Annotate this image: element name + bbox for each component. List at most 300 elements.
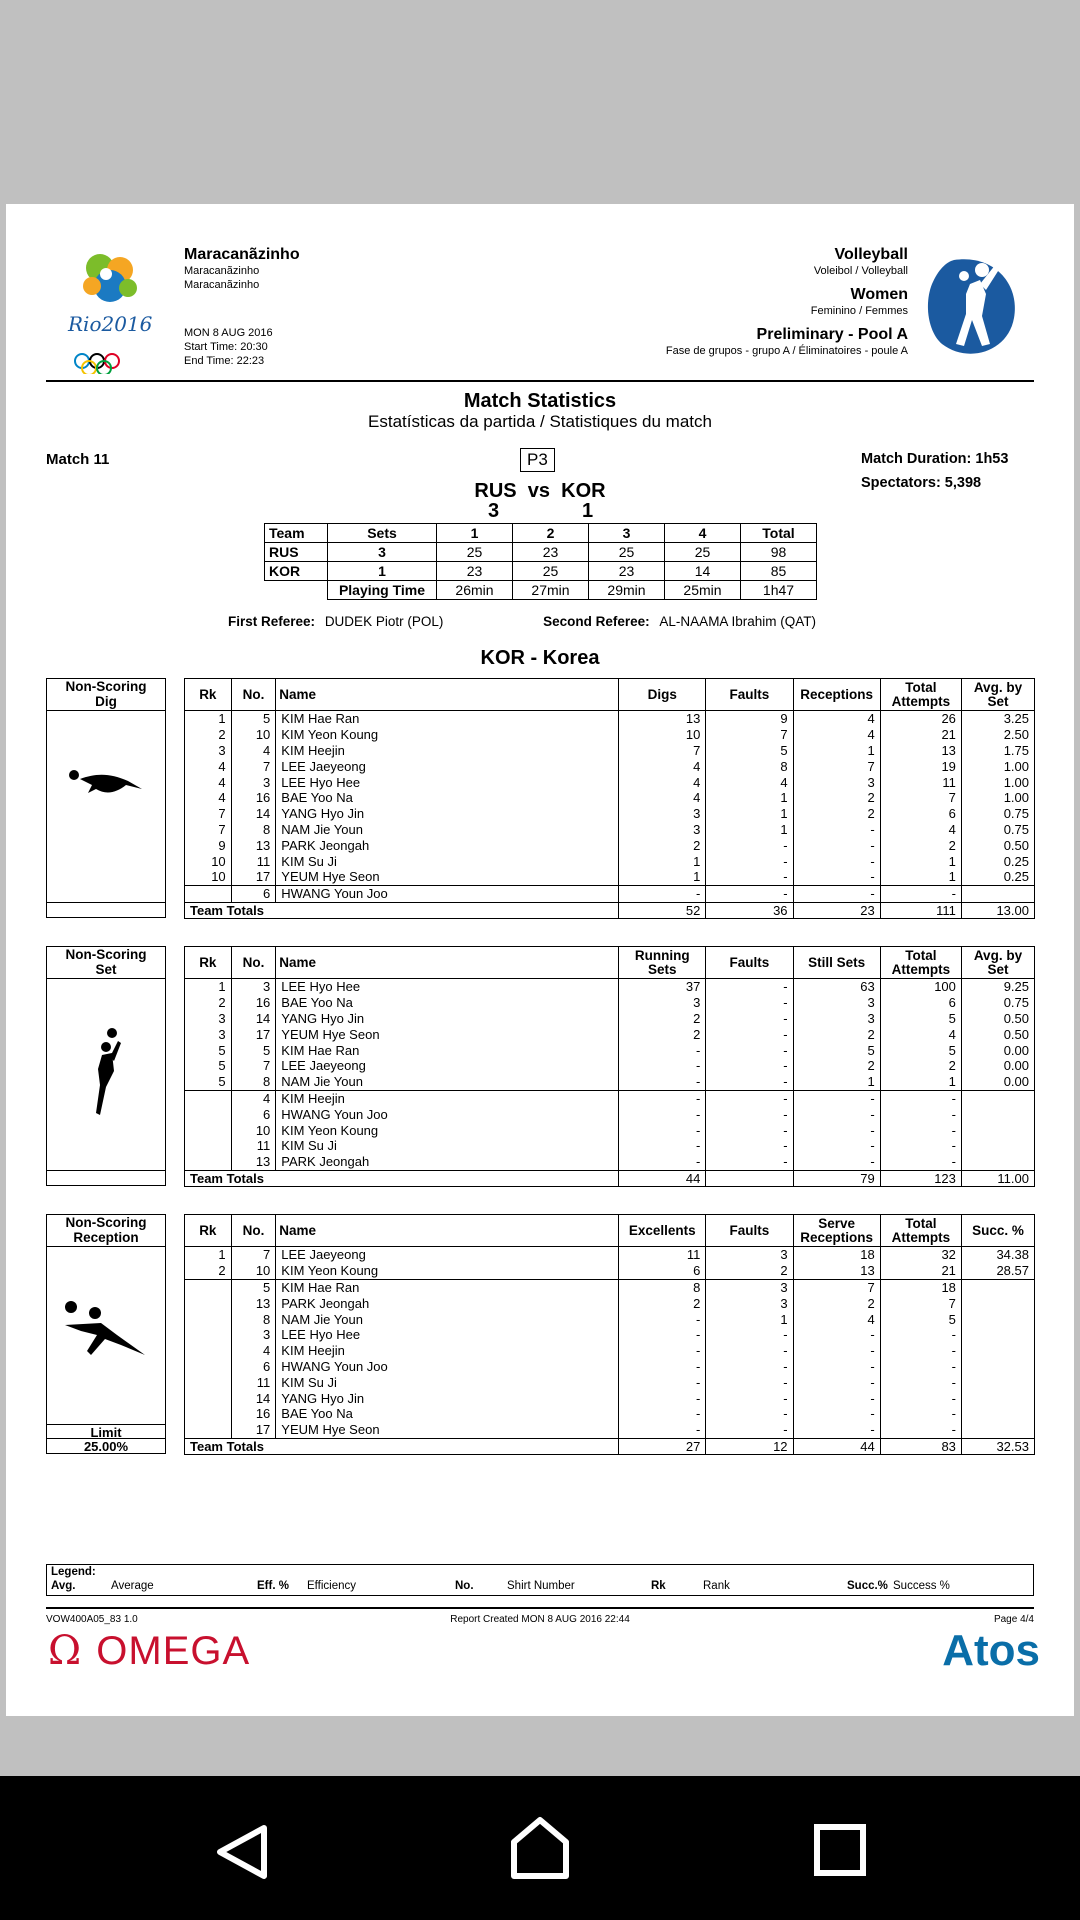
stat-cell: 8 bbox=[231, 1311, 276, 1327]
side-title-line1: Non-Scoring bbox=[65, 947, 147, 962]
stat-cell: 2 bbox=[793, 1295, 880, 1311]
omega-wordmark: OMEGA bbox=[96, 1629, 251, 1673]
stat-cell: - bbox=[880, 1154, 961, 1170]
team-total-cell: 79 bbox=[793, 1170, 880, 1187]
omega-logo bbox=[48, 1628, 250, 1674]
stat-cell: 5 bbox=[231, 1042, 276, 1058]
stat-cell: 7 bbox=[880, 1295, 961, 1311]
legend-value: Efficiency bbox=[307, 1580, 357, 1592]
stat-cell: 10 bbox=[231, 1122, 276, 1138]
stat-cell: YANG Hyo Jin bbox=[276, 806, 619, 822]
stat-cell: - bbox=[880, 1343, 961, 1359]
stat-cell: 3 bbox=[185, 1026, 232, 1042]
stat-cell: KIM Heejin bbox=[276, 1090, 619, 1106]
stat-cell: KIM Yeon Koung bbox=[276, 1122, 619, 1138]
score-cell: 1 bbox=[328, 562, 437, 581]
team-total-cell: 36 bbox=[706, 902, 793, 919]
stat-cell: 4 bbox=[185, 774, 232, 790]
stat-cell: - bbox=[706, 1138, 793, 1154]
stat-cell: - bbox=[706, 837, 793, 853]
stat-cell: - bbox=[706, 1106, 793, 1122]
stat-cell: 3 bbox=[619, 806, 706, 822]
section-side-title bbox=[47, 679, 165, 711]
stat-cell: 5 bbox=[231, 711, 276, 727]
table-row bbox=[185, 837, 1035, 853]
table-row bbox=[185, 758, 1035, 774]
table-row bbox=[185, 822, 1035, 838]
stat-cell: KIM Hae Ran bbox=[276, 1042, 619, 1058]
stat-cell: 2 bbox=[793, 1058, 880, 1074]
stat-cell: 17 bbox=[231, 1422, 276, 1438]
stat-cell bbox=[185, 1359, 232, 1375]
stat-cell: - bbox=[706, 1026, 793, 1042]
score-header-team: Team bbox=[265, 524, 328, 543]
stat-cell: 4 bbox=[793, 727, 880, 743]
stat-cell: - bbox=[880, 1390, 961, 1406]
stat-cell: - bbox=[793, 1090, 880, 1106]
stat-cell: 4 bbox=[231, 743, 276, 759]
stat-cell: 4 bbox=[185, 758, 232, 774]
table-row bbox=[185, 790, 1035, 806]
team-totals-row bbox=[185, 902, 1035, 919]
stat-cell: NAM Jie Youn bbox=[276, 1074, 619, 1090]
android-nav-bar bbox=[0, 1776, 1080, 1920]
stat-cell bbox=[961, 885, 1034, 902]
stat-cell: 63 bbox=[793, 979, 880, 995]
table-row bbox=[185, 995, 1035, 1011]
side-foot: 25.00% bbox=[47, 1438, 165, 1453]
stat-cell: 4 bbox=[880, 1026, 961, 1042]
stat-cell: 3 bbox=[793, 995, 880, 1011]
table-row bbox=[185, 1374, 1035, 1390]
stat-cell: - bbox=[793, 1390, 880, 1406]
gender-title: Women bbox=[850, 286, 908, 303]
stat-cell: 1 bbox=[185, 711, 232, 727]
stat-cell: 28.57 bbox=[961, 1263, 1034, 1279]
match-date: MON 8 AUG 2016 bbox=[184, 327, 273, 339]
table-row bbox=[185, 979, 1035, 995]
stat-cell: 8 bbox=[619, 1279, 706, 1295]
table-row bbox=[185, 885, 1035, 902]
stat-cell: - bbox=[880, 1359, 961, 1375]
legend-box bbox=[46, 1564, 1034, 1596]
stat-cell: - bbox=[706, 853, 793, 869]
score-header-set3: 3 bbox=[589, 524, 665, 543]
stat-cell: 7 bbox=[185, 806, 232, 822]
playing-time-cell: 26min bbox=[437, 581, 513, 600]
stat-cell: 9.25 bbox=[961, 979, 1034, 995]
legend-value: Rank bbox=[703, 1580, 730, 1592]
stat-cell: 14 bbox=[231, 1011, 276, 1027]
rio-emblem-icon bbox=[62, 244, 162, 374]
stat-cell: 3 bbox=[619, 822, 706, 838]
stat-cell: YEUM Hye Seon bbox=[276, 869, 619, 885]
stat-cell bbox=[185, 1122, 232, 1138]
team-totals-label: Team Totals bbox=[185, 1170, 619, 1187]
stat-cell: 0.50 bbox=[961, 1011, 1034, 1027]
stat-cell: YANG Hyo Jin bbox=[276, 1011, 619, 1027]
stat-header: Name bbox=[276, 1215, 619, 1247]
stat-cell: - bbox=[706, 1074, 793, 1090]
rio2016-wordmark: Rio2016 bbox=[68, 312, 153, 336]
volleyball-pictogram bbox=[924, 254, 1020, 360]
stat-cell: 16 bbox=[231, 1406, 276, 1422]
atos-logo: Atos bbox=[942, 1626, 1040, 1675]
table-row bbox=[185, 853, 1035, 869]
stat-cell: - bbox=[706, 1343, 793, 1359]
stat-cell: 7 bbox=[231, 1058, 276, 1074]
table-row bbox=[185, 1327, 1035, 1343]
stat-cell: 5 bbox=[880, 1011, 961, 1027]
stat-cell: 0.00 bbox=[961, 1058, 1034, 1074]
stat-cell: - bbox=[706, 1327, 793, 1343]
spectators: Spectators: 5,398 bbox=[861, 475, 982, 491]
stat-cell: - bbox=[706, 1406, 793, 1422]
stat-header: Rk bbox=[185, 679, 232, 711]
stat-header: Faults bbox=[706, 1215, 793, 1247]
score-team-a: 3 bbox=[488, 500, 500, 522]
table-row bbox=[185, 1422, 1035, 1438]
side-title-line2: Set bbox=[95, 962, 117, 977]
stat-cell: - bbox=[706, 1422, 793, 1438]
legend-value: Average bbox=[111, 1580, 154, 1592]
stat-cell bbox=[961, 1090, 1034, 1106]
stat-header: Receptions bbox=[793, 679, 880, 711]
table-row bbox=[185, 1026, 1035, 1042]
table-row bbox=[185, 1122, 1035, 1138]
stat-cell: KIM Heejin bbox=[276, 1343, 619, 1359]
stat-cell: 1 bbox=[880, 1074, 961, 1090]
stat-cell: - bbox=[706, 869, 793, 885]
team-total-cell: 111 bbox=[880, 902, 961, 919]
stat-cell: 2 bbox=[619, 1026, 706, 1042]
stat-cell: - bbox=[880, 1327, 961, 1343]
stat-cell bbox=[185, 1090, 232, 1106]
stat-cell bbox=[961, 1343, 1034, 1359]
table-row bbox=[185, 1295, 1035, 1311]
legend-key: Rk bbox=[651, 1580, 666, 1592]
stat-cell: - bbox=[793, 853, 880, 869]
stat-cell bbox=[961, 1406, 1034, 1422]
recents-icon[interactable] bbox=[814, 1824, 866, 1876]
team-totals-row bbox=[185, 1170, 1035, 1187]
second-referee-label: Second Referee: bbox=[543, 614, 650, 629]
stat-cell: 2 bbox=[793, 806, 880, 822]
stat-cell: - bbox=[619, 1074, 706, 1090]
stat-cell: - bbox=[880, 1406, 961, 1422]
team-totals-row bbox=[185, 1438, 1035, 1455]
stat-cell: 3 bbox=[185, 1011, 232, 1027]
stat-cell: - bbox=[793, 1343, 880, 1359]
stat-cell: 4 bbox=[619, 774, 706, 790]
stat-cell: - bbox=[706, 1390, 793, 1406]
score-cell: KOR bbox=[265, 562, 328, 581]
stat-table bbox=[184, 678, 1035, 919]
footer-divider bbox=[46, 1607, 1034, 1609]
stat-cell bbox=[961, 1327, 1034, 1343]
stat-cell: 4 bbox=[231, 1343, 276, 1359]
stat-cell: LEE Jaeyeong bbox=[276, 1247, 619, 1263]
stat-cell: PARK Jeongah bbox=[276, 837, 619, 853]
stat-cell: - bbox=[793, 1422, 880, 1438]
dig-pictogram-icon bbox=[47, 759, 165, 804]
team-total-cell: 12 bbox=[706, 1438, 793, 1455]
stat-cell bbox=[185, 1295, 232, 1311]
stat-cell: 0.00 bbox=[961, 1042, 1034, 1058]
venue-line3: Maracanãzinho bbox=[184, 279, 260, 291]
stat-cell: 6 bbox=[619, 1263, 706, 1279]
team-totals-label: Team Totals bbox=[185, 1438, 619, 1455]
stat-cell: 2.50 bbox=[961, 727, 1034, 743]
table-row bbox=[185, 1074, 1035, 1090]
stat-cell bbox=[185, 1374, 232, 1390]
stat-cell: 6 bbox=[231, 885, 276, 902]
stat-cell: 14 bbox=[231, 806, 276, 822]
stat-cell: - bbox=[619, 1359, 706, 1375]
stat-cell: - bbox=[706, 1090, 793, 1106]
stat-cell: 3 bbox=[231, 1327, 276, 1343]
teams-line: RUS vs KOR bbox=[474, 480, 606, 502]
table-row bbox=[185, 1343, 1035, 1359]
stat-cell bbox=[961, 1374, 1034, 1390]
match-time-block bbox=[184, 326, 273, 368]
stat-cell: 13 bbox=[619, 711, 706, 727]
stat-cell: 1 bbox=[793, 743, 880, 759]
stat-cell: - bbox=[619, 1406, 706, 1422]
stat-cell: BAE Yoo Na bbox=[276, 790, 619, 806]
playing-time-row bbox=[265, 581, 817, 600]
score-cell: 23 bbox=[589, 562, 665, 581]
stat-cell: 13 bbox=[231, 837, 276, 853]
section-side-box bbox=[46, 946, 166, 1186]
score-header-total: Total bbox=[741, 524, 817, 543]
score-cell: 25 bbox=[589, 543, 665, 562]
stat-cell: 3.25 bbox=[961, 711, 1034, 727]
legend-key: Avg. bbox=[51, 1580, 76, 1592]
stat-cell: 21 bbox=[880, 1263, 961, 1279]
side-limit-label: Limit bbox=[47, 1424, 165, 1439]
team-total-cell: 32.53 bbox=[961, 1438, 1034, 1455]
second-referee: AL-NAAMA Ibrahim (QAT) bbox=[659, 614, 816, 629]
table-row bbox=[185, 1311, 1035, 1327]
stat-cell: 2 bbox=[185, 1263, 232, 1279]
stat-cell: 16 bbox=[231, 995, 276, 1011]
stat-header: Excellents bbox=[619, 1215, 706, 1247]
stat-cell: 1 bbox=[185, 1247, 232, 1263]
stat-cell bbox=[185, 1327, 232, 1343]
phase-title: Preliminary - Pool A bbox=[756, 326, 908, 343]
stat-cell: 7 bbox=[706, 727, 793, 743]
stat-cell: 17 bbox=[231, 1026, 276, 1042]
legend-key: No. bbox=[455, 1580, 474, 1592]
stat-cell: 2 bbox=[793, 1026, 880, 1042]
stat-cell: 11 bbox=[231, 1138, 276, 1154]
stat-cell: - bbox=[793, 1154, 880, 1170]
home-icon[interactable] bbox=[510, 1816, 570, 1880]
stat-header: Running Sets bbox=[619, 947, 706, 979]
stat-header: Serve Receptions bbox=[793, 1215, 880, 1247]
score-row-kor bbox=[265, 562, 817, 581]
stat-cell bbox=[961, 1154, 1034, 1170]
stat-cell: - bbox=[880, 885, 961, 902]
stat-cell: 8 bbox=[231, 1074, 276, 1090]
stat-cell: 34.38 bbox=[961, 1247, 1034, 1263]
stat-cell: - bbox=[619, 1122, 706, 1138]
stat-cell: YANG Hyo Jin bbox=[276, 1390, 619, 1406]
stat-cell: HWANG Youn Joo bbox=[276, 885, 619, 902]
stat-cell bbox=[961, 1122, 1034, 1138]
end-time: End Time: 22:23 bbox=[184, 355, 265, 367]
playing-time-cell: 25min bbox=[665, 581, 741, 600]
stat-cell: LEE Hyo Hee bbox=[276, 1327, 619, 1343]
stat-cell bbox=[185, 1154, 232, 1170]
stat-cell: 2 bbox=[619, 1011, 706, 1027]
stat-cell: LEE Jaeyeong bbox=[276, 1058, 619, 1074]
stat-cell: 4 bbox=[793, 1311, 880, 1327]
stat-cell: 7 bbox=[185, 822, 232, 838]
stat-cell bbox=[961, 1295, 1034, 1311]
stat-cell: 4 bbox=[185, 790, 232, 806]
stat-header: No. bbox=[231, 679, 276, 711]
sport-title: Volleyball bbox=[834, 246, 908, 263]
stat-cell: KIM Su Ji bbox=[276, 1138, 619, 1154]
stat-cell: 3 bbox=[185, 743, 232, 759]
stat-cell: YEUM Hye Seon bbox=[276, 1026, 619, 1042]
stat-cell: - bbox=[793, 1359, 880, 1375]
stat-cell: - bbox=[793, 837, 880, 853]
stat-header: Avg. by Set bbox=[961, 679, 1034, 711]
stat-cell: 14 bbox=[231, 1390, 276, 1406]
back-icon[interactable] bbox=[214, 1822, 270, 1882]
stat-cell: - bbox=[619, 1311, 706, 1327]
stat-cell: LEE Hyo Hee bbox=[276, 774, 619, 790]
stat-header: No. bbox=[231, 947, 276, 979]
stat-cell: - bbox=[880, 1422, 961, 1438]
report-code: VOW400A05_83 1.0 bbox=[46, 1614, 138, 1625]
legend-key: Eff. % bbox=[257, 1580, 289, 1592]
score-team-b: 1 bbox=[582, 500, 594, 522]
stat-cell: 4 bbox=[880, 822, 961, 838]
side-foot bbox=[47, 902, 165, 917]
stat-header: Rk bbox=[185, 947, 232, 979]
stat-cell: PARK Jeongah bbox=[276, 1295, 619, 1311]
stat-cell bbox=[185, 1138, 232, 1154]
table-row bbox=[185, 1042, 1035, 1058]
stat-cell: 10 bbox=[619, 727, 706, 743]
score-cell: 14 bbox=[665, 562, 741, 581]
table-row bbox=[185, 727, 1035, 743]
stat-cell: 9 bbox=[706, 711, 793, 727]
stat-cell: HWANG Youn Joo bbox=[276, 1106, 619, 1122]
team-title: KOR - Korea bbox=[480, 647, 600, 669]
stat-cell: - bbox=[619, 1138, 706, 1154]
stat-cell: 7 bbox=[231, 1247, 276, 1263]
score-cell: 85 bbox=[741, 562, 817, 581]
stat-header: Still Sets bbox=[793, 947, 880, 979]
court-code: P3 bbox=[520, 448, 555, 472]
stat-cell: 1 bbox=[793, 1074, 880, 1090]
playing-time-label: Playing Time bbox=[328, 581, 437, 600]
stat-cell: - bbox=[706, 885, 793, 902]
stat-cell: 1 bbox=[619, 869, 706, 885]
table-row bbox=[185, 743, 1035, 759]
stat-cell bbox=[185, 1279, 232, 1295]
stat-cell: - bbox=[706, 1011, 793, 1027]
stat-cell: 4 bbox=[231, 1090, 276, 1106]
sport-subtitle: Voleibol / Volleyball bbox=[813, 265, 908, 277]
stat-cell: - bbox=[880, 1090, 961, 1106]
team-total-cell: 11.00 bbox=[961, 1170, 1034, 1187]
stat-cell bbox=[185, 1390, 232, 1406]
stat-header: Rk bbox=[185, 1215, 232, 1247]
stat-header: Name bbox=[276, 947, 619, 979]
set-score-table bbox=[264, 523, 817, 600]
stat-cell: 8 bbox=[231, 822, 276, 838]
stat-cell: 18 bbox=[793, 1247, 880, 1263]
team-total-cell: 52 bbox=[619, 902, 706, 919]
stat-cell: 13 bbox=[880, 743, 961, 759]
stat-cell: - bbox=[706, 995, 793, 1011]
stat-cell: - bbox=[619, 1106, 706, 1122]
stat-cell: 5 bbox=[706, 743, 793, 759]
score-cell: 25 bbox=[665, 543, 741, 562]
table-row bbox=[185, 869, 1035, 885]
stat-cell: 1 bbox=[706, 806, 793, 822]
stat-header: Total Attempts bbox=[880, 947, 961, 979]
table-row bbox=[185, 1106, 1035, 1122]
stat-cell: 2 bbox=[793, 790, 880, 806]
stat-cell: 10 bbox=[231, 727, 276, 743]
page-number: Page 4/4 bbox=[993, 1614, 1034, 1625]
match-number: Match 11 bbox=[46, 451, 110, 468]
stat-header: Avg. by Set bbox=[961, 947, 1034, 979]
stat-cell: 1.00 bbox=[961, 790, 1034, 806]
stat-cell: 7 bbox=[231, 758, 276, 774]
stat-cell: 2 bbox=[880, 837, 961, 853]
team-total-cell bbox=[706, 1170, 793, 1187]
side-title-line1: Non-Scoring bbox=[65, 1215, 147, 1230]
stat-cell: LEE Hyo Hee bbox=[276, 979, 619, 995]
stat-cell: - bbox=[706, 979, 793, 995]
stat-cell: 11 bbox=[231, 853, 276, 869]
stat-cell: 1 bbox=[880, 853, 961, 869]
stat-cell: 10 bbox=[185, 869, 232, 885]
stat-cell: 37 bbox=[619, 979, 706, 995]
score-cell: 25 bbox=[437, 543, 513, 562]
stat-cell: 1.75 bbox=[961, 743, 1034, 759]
stat-header: Faults bbox=[706, 947, 793, 979]
stat-header: Total Attempts bbox=[880, 679, 961, 711]
stat-cell: - bbox=[619, 885, 706, 902]
start-time: Start Time: 20:30 bbox=[184, 341, 268, 353]
side-title-line1: Non-Scoring bbox=[65, 679, 147, 694]
stat-header: Name bbox=[276, 679, 619, 711]
stat-cell: 18 bbox=[880, 1279, 961, 1295]
section-side-title bbox=[47, 1215, 165, 1247]
stat-cell: 2 bbox=[706, 1263, 793, 1279]
team-totals-label: Team Totals bbox=[185, 902, 619, 919]
side-title-line2: Dig bbox=[95, 694, 117, 709]
stat-cell: 13 bbox=[231, 1295, 276, 1311]
stat-cell: 5 bbox=[880, 1311, 961, 1327]
stat-cell: - bbox=[793, 885, 880, 902]
stat-cell: 7 bbox=[619, 743, 706, 759]
stat-cell: - bbox=[619, 1058, 706, 1074]
table-row bbox=[185, 1090, 1035, 1106]
stat-cell: - bbox=[706, 1359, 793, 1375]
stat-cell: 1 bbox=[880, 869, 961, 885]
stat-cell bbox=[185, 1343, 232, 1359]
